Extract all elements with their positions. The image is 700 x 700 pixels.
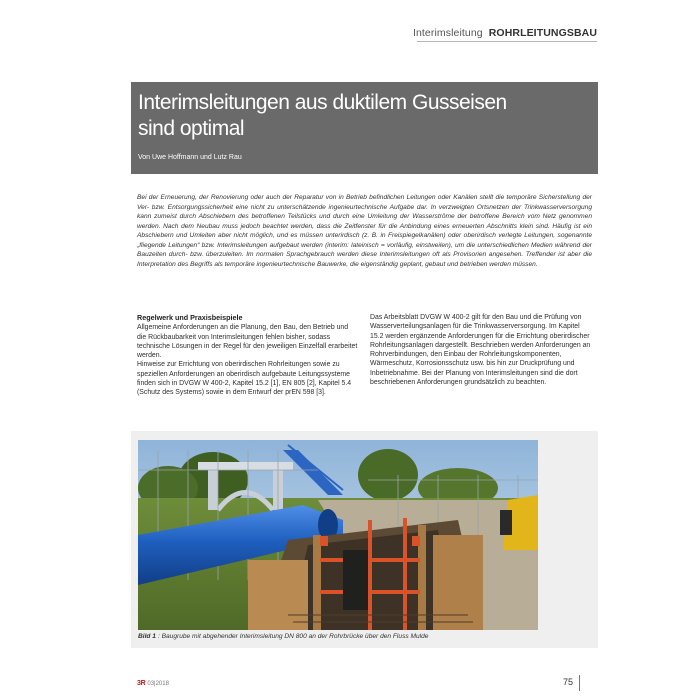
title-box	[131, 82, 598, 174]
right-paragraph: Das Arbeitsblatt DVGW W 400-2 gilt für den Bau und die Prüfung von Wasserverteilungsanlagen für die Trinkwasserversorgung. Im Kapitel 15.2 werden ergänzende Anforderungen für die Errichtung oberirdischer Rohrleitungsanlagen dargestellt. Beschrieben werden Anforderungen an Rohrverbindungen, den Einbau der Rohrleitungskomponenten, Wärmeschutz, Korrosionsschutz usw. bis hin zur Druckprüfung und Inbetriebnahme. Bei der Planung von Interimsleitungen sind die dort beschriebenen Anforderungen grundsätzlich zu beachten.	[370, 314, 591, 387]
column-left	[137, 313, 359, 398]
left-paragraph-1: Allgemeine Anforderungen an die Planung, den Bau, den Betrieb und die Rückbaubarkeit von Interimsleitungen fehlen bisher, sodass technische Lösungen in der Regel für den jeweiligen Einzelfall erarbeitet werden.	[137, 324, 358, 360]
figure-caption-text: : Baugrube mit abgehender Interimsleitung DN 800 an der Rohrbrücke über den Fluss Mulde	[157, 633, 429, 640]
footer-issue: 03|2018	[147, 680, 169, 687]
figure-caption	[138, 633, 428, 640]
article-title	[138, 90, 588, 142]
left-paragraph-2: Hinweise zur Errichtung von oberirdischen Rohrleitungen sowie zu speziellen Anforderungen an oberirdisch aufgebaute Leitungssysteme finden sich in DVGW W 400-2, Kapitel 15.2 [1], EN 805 [2], Kapitel 5.4 (Schutz des Systems) sowie in dem Entwurf der prEN 598 [3].	[137, 361, 352, 397]
article-abstract: Bei der Erneuerung, der Renovierung oder auch der Reparatur von in Betrieb befindlichen Leitungen oder Kanälen stellt die temporäre Sicherstellung der Ver- bzw. Entsorgungssicherheit eine nicht zu unterschätzende ingenieurtechnische Aufgabe dar. In verzweigten Ortsnetzen der Trinkwasserversorgung kann zumeist durch Abschiebern des betroffenen Teilstücks und durch eine Umleitung der Wasserströme der betroffene Bereich vom Netz genommen werden. Nach dem Neubau muss jedoch beachtet werden, dass die Zeitfenster für die Anbindung eines erneuerten Abschnitts klein sind. Häufig ist ein Abschiebern und Umleiten aber nicht möglich, und es müssen unterirdisch (z. B. in Freispiegelkanälen) oder oberirdisch verlegte Leitungen, sogenannte „fliegende Leitungen“ bzw. Interimsleitungen aufgebaut werden (interim: lateinisch = vorläufig, einstweilen), um die unterschiedlichen Medien während der Bauzeiten durch- bzw. überzuleiten. Im normalen Sprachgebrauch werden diese Interimsleitungen oft als Provisorien angesehen. Treffender ist aber die Interpretation des Begriffs als temporäre ingenieurtechnische Bauwerke, die eigenständig geplant, gebaut und betrieben werden müssen.	[137, 194, 592, 268]
footer-rule	[579, 675, 580, 691]
figure-label: Bild 1	[138, 633, 156, 640]
section-subheading: Regelwerk und Praxisbeispiele	[137, 313, 243, 322]
journal-logo: 3R	[137, 680, 146, 687]
article-authors: Von Uwe Hoffmann und Lutz Rau	[138, 154, 242, 161]
construction-photo	[138, 440, 538, 630]
running-header	[413, 27, 597, 39]
title-line-2: sind optimal	[138, 117, 245, 140]
header-section: Interimsleitung	[412, 27, 483, 39]
column-right	[370, 313, 592, 387]
header-rule	[417, 41, 597, 42]
title-line-1: Interimsleitungen aus duktilem Gusseisen	[138, 91, 507, 114]
page-number: 75	[563, 677, 574, 687]
header-category: ROHRLEITUNGSBAU	[488, 27, 597, 39]
footer-journal	[137, 680, 169, 687]
figure-1	[131, 431, 598, 648]
